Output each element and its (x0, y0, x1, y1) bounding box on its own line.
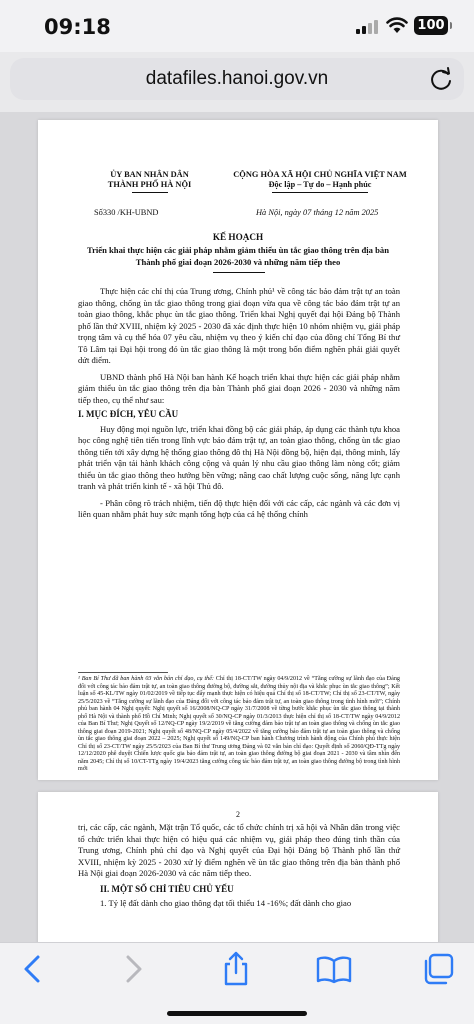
address-bar[interactable] (10, 58, 464, 100)
paragraph: UBND thành phố Hà Nội ban hành Kế hoạch triển khai thực hiện các giải pháp nhằm giảm thiểu ùn tắc giao thông trên địa bàn Thành phố giai đoạn 2026 - 2030 và những năm tiếp theo, cụ thể như sau: (78, 371, 400, 405)
bookmarks-icon[interactable] (314, 949, 354, 989)
forward-button[interactable] (112, 949, 152, 989)
footnote-text: Chỉ thị 18-CT/TW ngày 04/9/2012 về “Tăng cường sự lãnh đạo của Đảng đối với công tác bảo đảm trật tự, an toàn giao thông đường bộ, đường sắt, đường thủy nội địa và khắc phục ùn tắc giao thông”; Kết luận số 45-KL/TW ngày 01/02/2019 về tiếp tục đẩy mạnh thực hiện có hiệu quả Chỉ thị số 18-CT/TW; Chỉ thị số 23-CT/TW, ngày 25/5/2023 về “Tăng cường sự lãnh đạo của Đảng đối với công tác bảo đảm trật tự, an toàn giao thông trong tình hình mới”; Chính phủ ban hành 04 Nghị quyết: Nghị quyết số 16/2008/NQ-CP ngày 31/7/2008 về từng bước khắc phục ùn tắc giao thông tại thành phố Hà Nội và thành phố Hồ Chí Minh; Nghị quyết số 30/NQ-CP ngày 01/3/2013 thực hiện chỉ thị số 18-CT/TW ngày 04/9/2012 của Ban Bí Thư; Nghị Quyết số 12/NQ-CP ngày 19/2/2019 về tăng cường đảm bảo trật tự an toàn giao thông và chống ùn tắc giao thông giai đoạn 2019-2021; Nghị quyết số 48/NQ-CP ngày 05/4/2022 về tăng cường bảo đảm trật tự an toàn giao thông và chống ùn tắc giao thông giai đoạn 2022 – 2025; Nghị quyết số 149/NQ-CP ban hành Chương trình hành động của Chính phủ thực hiện Chỉ thị số 23-CT/TW ngày 25/5/2023 của Ban Bí thư Trung ương Đảng và 02 văn bản chỉ đạo: Quyết định số 2060/QĐ-TTg ngày 12/12/2020 phê duyệt Chiến lược quốc gia bảo đảm trật tự, an toàn giao thông đường bộ giai đoạn 2021 - 2030 và tầm nhìn đến năm 2045; Chỉ thị số 10/CT-TTg ngày 19/4/2023 tăng cường công tác bảo đảm trật tự, an toàn giao thông đường bộ trong tình hình mới (78, 676, 400, 772)
footnote-lead: ¹ Ban Bí Thư đã ban hành 03 văn bản chỉ đạo, cụ thể: (78, 676, 214, 682)
divider (213, 272, 265, 273)
reload-icon[interactable] (428, 66, 454, 92)
document-page-2 (38, 792, 438, 942)
issuer-header: ỦY BAN NHÂN DÂN THÀNH PHỐ HÀ NỘI (107, 170, 192, 189)
document-viewer[interactable] (0, 112, 474, 942)
document-subtitle: Triển khai thực hiện các giải pháp nhằm giảm thiểu ùn tắc giao thông trên địa bàn Thành phố giai đoạn 2026-2030 và những năm tiếp theo (86, 245, 389, 267)
divider (272, 192, 368, 193)
document-body (78, 822, 400, 910)
section-heading: I. MỤC ĐÍCH, YÊU CẦU (78, 409, 179, 419)
footnote-separator (78, 672, 168, 673)
paragraph: 1. Tỷ lệ đất dành cho giao thông đạt tối thiểu 14 -16%; đất dành cho giao (100, 898, 352, 908)
tabs-icon[interactable] (418, 949, 458, 989)
document-page-1 (38, 120, 438, 780)
document-date: Hà Nội, ngày 07 tháng 12 năm 2025 (256, 208, 379, 217)
paragraph: Huy động mọi nguồn lực, triển khai đồng bộ các giải pháp, áp dụng các thành tựu khoa học công nghệ tiên tiến trong lĩnh vực bảo đảm trật tự, an toàn giao thông, chống ùn tắc giao thông tiến tới xây dựng hệ thống giao thông đô thị Hà Nội đồng bộ, hiện đại, thông minh, lấy phát triển vận tải hành khách công cộng và quản lý nhu cầu giao thông làm nòng cốt; giảm thiểu ùn tắc giao thông theo hướng bền vững; nâng cao chất lượng cuộc sống, năng lực cạnh tranh và phát triển kinh tế - xã hội Thủ đô. (78, 423, 400, 491)
paragraph: Thực hiện các chỉ thị của Trung ương, Chính phủ¹ về công tác bảo đảm trật tự an toàn giao thông, chống ùn tắc giao thông trong giai đoạn vừa qua về công tác bảo đảm trật tự an toàn giao thông, khắc phục ùn tắc giao thông. Triển khai Nghị quyết đại hội Đảng bộ Thành phố lần thứ XVIII, nhiệm kỳ 2025 - 2030 đã xác định thực hiện 10 nhóm nhiệm vụ, giải pháp trọng tâm và cụ thể hóa 07 yêu cầu, nhiệm vụ theo ý kiến chỉ đạo của đồng chí Tổng Bí thư Tô Lâm tại Đại hội trong đó ùn tắc giao thông là một trong bốn điểm nghẽn phải giải quyết dứt điểm. (78, 286, 400, 365)
page-number: 2 (236, 810, 240, 819)
paragraph: trị, các cấp, các ngành, Mặt trận Tổ quốc, các tổ chức chính trị xã hội và Nhân dân trong việc tổ chức triển khai thực hiện có hiệu quả các nhiệm vụ, giải pháp theo đúng tinh thần của Trung ương, Chính phủ chỉ đạo và Nghị quyết của Đại hội Đảng bộ Thành phố lần thứ XVIII, nhiệm kỳ 2025 - 2030 xử lý điểm nghẽn về ùn tắc giao thông trên địa bàn thành phố Hà Nội giai đoạn 2026-2030 và các năm tiếp theo. (78, 822, 400, 878)
document-body (78, 286, 400, 524)
document-title: KẾ HOẠCH (212, 232, 264, 242)
url-text[interactable]: datafiles.hanoi.gov.vn (145, 68, 329, 89)
section-heading: II. MỘT SỐ CHỈ TIÊU CHỦ YẾU (100, 883, 234, 894)
back-button[interactable] (14, 949, 54, 989)
battery-icon: 100 (414, 16, 448, 35)
browser-toolbar (0, 942, 474, 1024)
national-header: CỘNG HÒA XÃ HỘI CHỦ NGHĨA VIỆT NAM Độc lập – Tự do – Hạnh phúc (233, 170, 407, 189)
wifi-icon (386, 16, 408, 34)
document-number: Số330 /KH-UBND (94, 208, 159, 217)
home-indicator[interactable] (167, 1011, 307, 1016)
footnote (78, 676, 400, 774)
share-icon[interactable] (216, 949, 256, 989)
paragraph: - Phân công rõ trách nhiệm, tiến độ thực hiện đối với các cấp, các ngành và các đơn vị liên quan nhằm phát huy sức mạnh tổng hợp của cả hệ thống chính (78, 497, 400, 519)
status-bar (0, 0, 474, 52)
divider (132, 192, 168, 193)
status-time: 09:18 (44, 15, 111, 39)
cellular-signal-icon (356, 19, 378, 34)
